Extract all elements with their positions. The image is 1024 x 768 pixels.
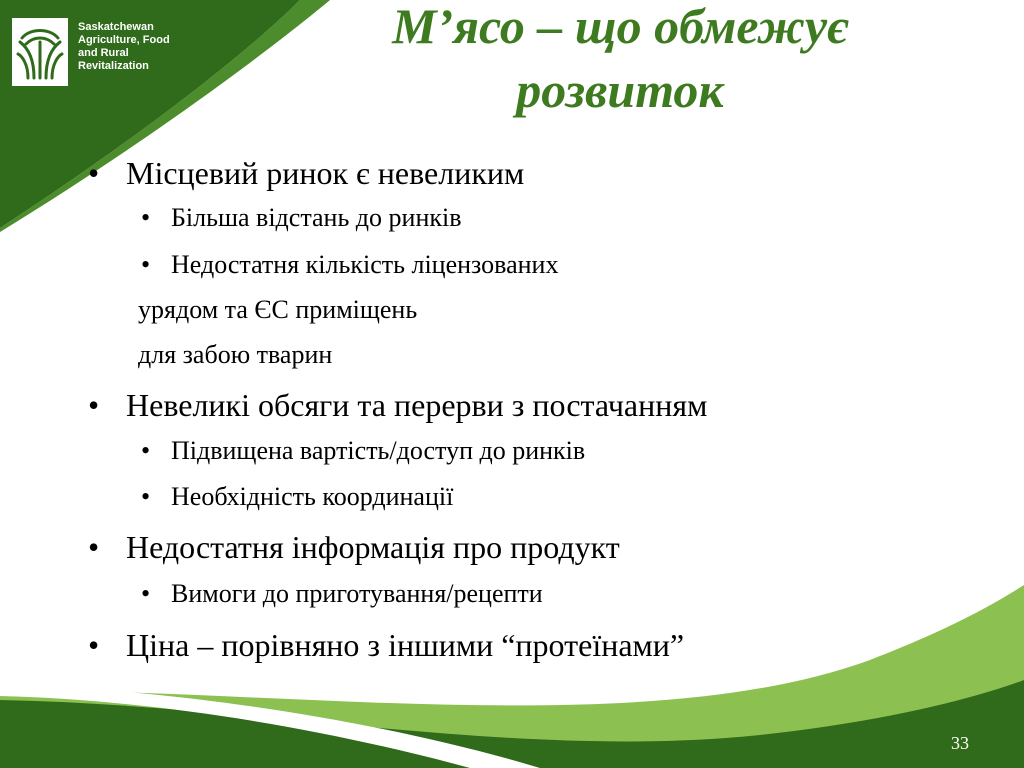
logo-text-line: Saskatchewan <box>78 21 154 33</box>
sub-bullet-item <box>141 435 586 467</box>
title-line-1: М’ясо – що обмежує <box>392 0 848 54</box>
sub-bullet-text: Недостатня кількість ліцензованих <box>171 250 559 279</box>
sub-bullet-item <box>141 481 454 513</box>
bullet-marker: • <box>88 155 100 191</box>
bullet-marker: • <box>141 579 151 608</box>
logo-text-line: Revitalization <box>78 60 149 72</box>
sub-bullet-text: Вимоги до приготування/рецепти <box>171 579 543 608</box>
bullet-marker: • <box>141 203 151 232</box>
title-line-2: розвиток <box>516 62 724 118</box>
bullet-marker: • <box>88 529 100 565</box>
bullet-item <box>88 528 620 566</box>
sub-bullet-item <box>141 249 559 281</box>
bullet-marker: • <box>88 627 100 663</box>
bullet-item <box>88 386 708 424</box>
bullet-marker: • <box>88 387 100 423</box>
bullet-text: Ціна – порівняно з іншими “протеїнами” <box>126 627 685 663</box>
sub-bullet-text: Більша відстань до ринків <box>171 203 462 232</box>
logo-text-line: and Rural <box>78 47 129 59</box>
sub-bullet-text: Підвищена вартість/доступ до ринків <box>171 436 586 465</box>
bullet-item <box>88 154 525 192</box>
bullet-item <box>88 626 685 664</box>
sub-bullet-item <box>141 578 543 610</box>
sub-bullet-item <box>141 202 462 234</box>
continuation-text: урядом та ЄС приміщень <box>138 295 418 324</box>
bullet-text: Місцевий ринок є невеликим <box>126 155 525 191</box>
bullet-marker: • <box>141 436 151 465</box>
sub-bullet-text: Необхідність координації <box>171 482 454 511</box>
continuation-text: для забою тварин <box>138 340 333 369</box>
page-number: 33 <box>951 733 969 753</box>
logo-text-line: Agriculture, Food <box>78 34 170 46</box>
bullet-text: Невеликі обсяги та перерви з постачанням <box>126 387 708 423</box>
bullet-marker: • <box>141 482 151 511</box>
bullet-text: Недостатня інформація про продукт <box>126 529 620 565</box>
bullet-marker: • <box>141 250 151 279</box>
